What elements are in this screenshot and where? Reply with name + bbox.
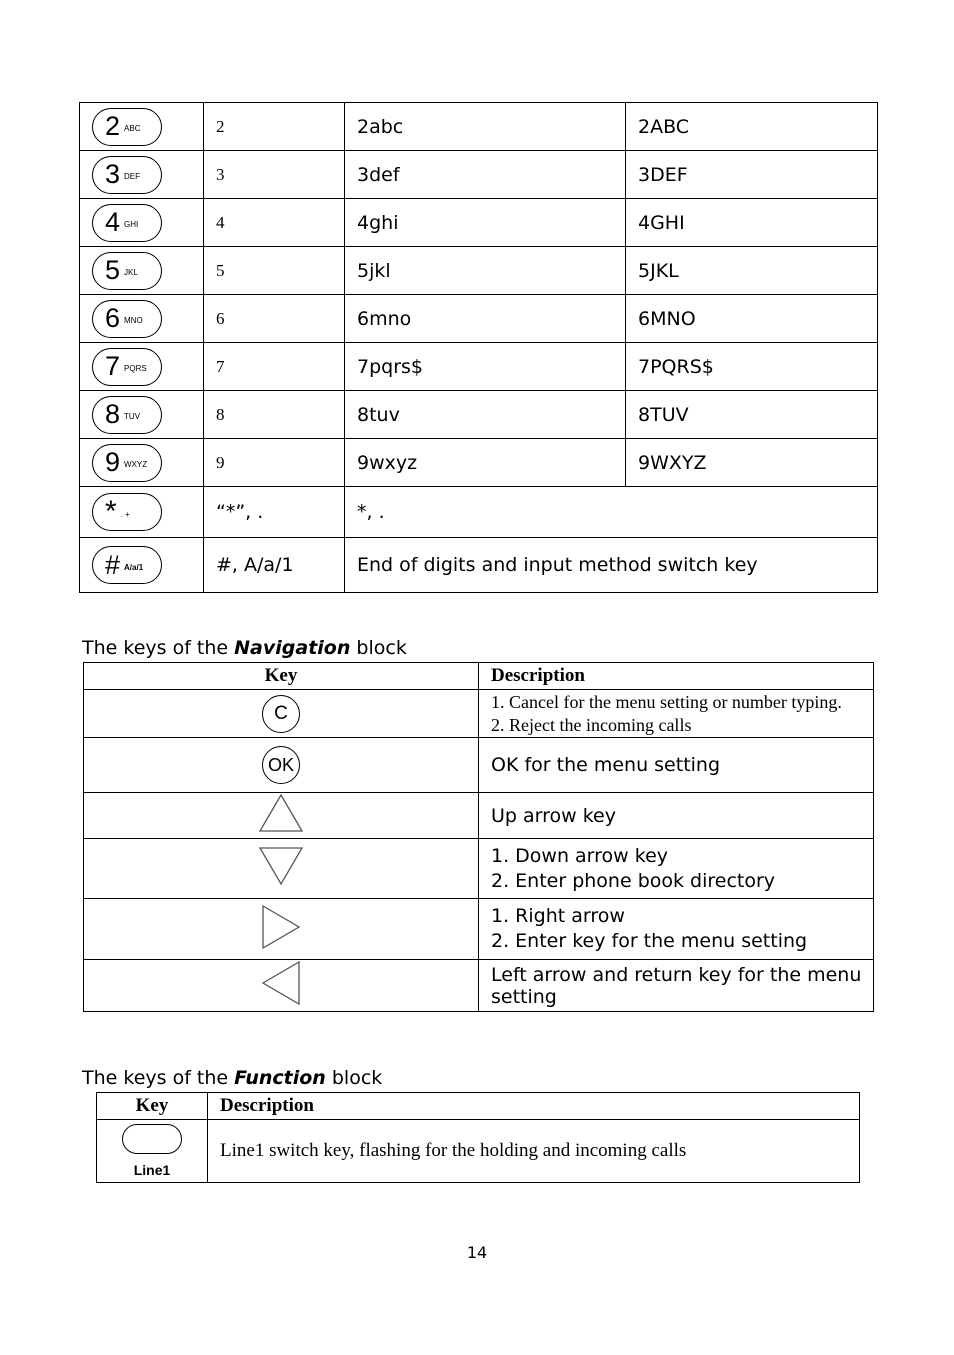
table-header-row: [97, 1093, 860, 1120]
table-cell: 8tuv: [345, 391, 626, 439]
table-cell: End of digits and input method switch key: [345, 538, 878, 593]
function-caption: The keys of the Function block: [82, 1067, 383, 1089]
c-key-icon: C: [262, 695, 300, 733]
column-header-key: Key: [97, 1093, 208, 1120]
table-row: [80, 391, 878, 439]
table-row: [80, 538, 878, 593]
table-row: [84, 690, 874, 738]
table-cell: 3def: [345, 151, 626, 199]
key-cell: [80, 487, 204, 538]
table-cell: 7pqrs$: [345, 343, 626, 391]
description-cell: 1. Down arrow key 2. Enter phone book directory: [479, 839, 874, 899]
table-row: [80, 247, 878, 295]
table-cell: 7: [204, 343, 345, 391]
table-row: [80, 295, 878, 343]
key-7-icon: 7 PQRS: [92, 348, 162, 386]
table-cell: 2abc: [345, 103, 626, 151]
key-3-icon: 3 DEF: [92, 156, 162, 194]
line1-button-shape: [122, 1124, 182, 1154]
navigation-table: [83, 662, 874, 1012]
table-row: [80, 151, 878, 199]
key-cell: [80, 391, 204, 439]
down-arrow-icon: [258, 846, 304, 886]
description-cell: Line1 switch key, flashing for the holding and incoming calls: [208, 1120, 860, 1183]
description-cell: 1. Right arrow 2. Enter key for the menu setting: [479, 899, 874, 960]
up-arrow-icon: [258, 793, 304, 833]
table-cell: 4GHI: [626, 199, 878, 247]
table-cell: 6mno: [345, 295, 626, 343]
table-cell: 4ghi: [345, 199, 626, 247]
key-4-icon: 4 GHI: [92, 204, 162, 242]
table-cell: 9WXYZ: [626, 439, 878, 487]
key-cell: [84, 960, 479, 1012]
description-cell: Up arrow key: [479, 793, 874, 839]
key-5-icon: 5 JKL: [92, 252, 162, 290]
key-cell: [84, 690, 479, 738]
key-hash-icon: # A/a/1: [92, 546, 162, 584]
description-cell: Left arrow and return key for the menu setting: [479, 960, 874, 1012]
table-cell: 4: [204, 199, 345, 247]
table-cell: 3DEF: [626, 151, 878, 199]
table-cell: 9: [204, 439, 345, 487]
key-8-icon: 8 TUV: [92, 396, 162, 434]
description-cell: OK for the menu setting: [479, 738, 874, 793]
table-row: [80, 439, 878, 487]
key-6-icon: 6 MNO: [92, 300, 162, 338]
key-cell: [84, 793, 479, 839]
table-cell: 6: [204, 295, 345, 343]
table-row: [84, 839, 874, 899]
key-cell: [97, 1120, 208, 1183]
key-cell: [80, 538, 204, 593]
page-number: 14: [466, 1243, 488, 1262]
column-header-description: Description: [479, 663, 874, 690]
table-cell: 5: [204, 247, 345, 295]
table-row: [84, 738, 874, 793]
key-cell: [84, 839, 479, 899]
key-cell: [84, 738, 479, 793]
table-row: [80, 199, 878, 247]
table-row: [84, 960, 874, 1012]
function-table: [96, 1092, 860, 1183]
key-9-icon: 9 WXYZ: [92, 444, 162, 482]
table-cell: 5JKL: [626, 247, 878, 295]
table-cell: 5jkl: [345, 247, 626, 295]
key-cell: [80, 295, 204, 343]
key-cell: [80, 103, 204, 151]
keypad-table: [79, 102, 878, 593]
left-arrow-icon: [261, 960, 301, 1006]
navigation-caption: The keys of the Navigation block: [82, 637, 407, 659]
table-cell: 9wxyz: [345, 439, 626, 487]
key-star-icon: * . +: [92, 493, 162, 531]
table-cell: 6MNO: [626, 295, 878, 343]
key-cell: [80, 439, 204, 487]
table-row: [97, 1120, 860, 1183]
ok-key-icon: OK: [262, 746, 300, 784]
description-cell: 1. Cancel for the menu setting or number typing. 2. Reject the incoming calls: [479, 690, 874, 738]
table-row: [84, 793, 874, 839]
column-header-key: Key: [84, 663, 479, 690]
table-cell: 3: [204, 151, 345, 199]
table-row: [84, 899, 874, 960]
right-arrow-icon: [261, 904, 301, 950]
table-cell: 7PQRS$: [626, 343, 878, 391]
table-row: [80, 103, 878, 151]
table-cell: #, A/a/1: [204, 538, 345, 593]
table-header-row: [84, 663, 874, 690]
table-cell: “*”, .: [204, 487, 345, 538]
table-row: [80, 487, 878, 538]
key-cell: [80, 247, 204, 295]
key-2-icon: 2 ABC: [92, 108, 162, 146]
key-cell: [84, 899, 479, 960]
table-cell: 2ABC: [626, 103, 878, 151]
table-cell: 8TUV: [626, 391, 878, 439]
table-cell: *, .: [345, 487, 878, 538]
key-cell: [80, 343, 204, 391]
table-row: [80, 343, 878, 391]
key-cell: [80, 151, 204, 199]
line1-key-icon: [97, 1124, 207, 1178]
key-cell: [80, 199, 204, 247]
line1-key-label: Line1: [133, 1162, 171, 1178]
table-cell: 8: [204, 391, 345, 439]
column-header-description: Description: [208, 1093, 860, 1120]
table-cell: 2: [204, 103, 345, 151]
